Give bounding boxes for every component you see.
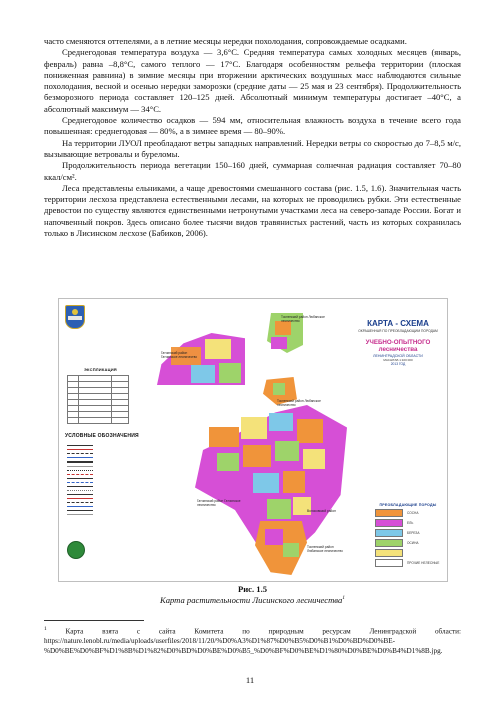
figure-caption-text: Карта растительности Лисинского лесничества [159,595,343,605]
org-line1: УЧЕБНО-ОПЫТНОГО [365,339,431,346]
species-swatch [375,559,403,567]
species-swatch [375,529,403,537]
region-label: Тосненский район Любанское лесничество [281,315,325,323]
species-label: БЕРЕЗА [407,531,420,535]
species-legend-item [375,549,441,557]
footnote-text: Карта взята с сайта Комитета по природным ресурсам Ленинградской области: https://nature.lenobl.ru/media/uploads/userfiles/2018/11/20/%D0%A3%D1%87%D0%B5%D0%B1%D0%BD%D0%BE-%D0%BE%D0%BF%D1%8B%D1%82%D0%BD%D0%BE%D0%B5_%D0%BF%D0%BE%D1%80%D0%BE%D0%B4%D1%8B.jpg. [44,627,461,655]
footnote-ref: 1 [342,595,345,602]
org-line2: лесничества [378,346,418,353]
legend-line-samples [67,442,151,518]
map-area [157,313,347,575]
region-name: ЛЕНИНГРАДСКОЙ ОБЛАСТИ [373,354,423,358]
paragraph: Среднегодовое количество осадков — 594 мм, относительная влажность воздуха в течение всего года повышенная: среднегодовая — 80%, а в зимнее время — 80–90%. [44,115,461,137]
species-legend-item [375,519,441,527]
explication-table [67,375,129,424]
species-legend-item [375,509,441,517]
map-title-block [353,319,443,366]
paragraph: Леса представлены ельниками, а чаще древостоями смешанного состава (рис. 1.5, 1.6). Значительная часть территории лесхоза представлена естественными лесами, на которых не проводились рубки. Эти естественные древостои по существу являются единственными нетронутыми участками леса на северо-западе России. Богат и напочвенный покров. Здесь описано более тысячи видов травянистых растений, часть из которых сохранилась только в Лисинском лесхозе (Бабиков, 2006). [44,182,461,239]
species-label: ОСИНА [407,541,419,545]
species-swatch [375,519,403,527]
forest-map-figure [58,298,448,582]
map-year: 2013 ГОД [390,362,406,366]
figure-caption-title: Рис. 1.5 [237,584,268,594]
footnote-marker: 1 [44,626,47,632]
page-number: 11 [245,675,255,685]
figure-caption [44,595,461,605]
region-label: Гатчинский район Гатчинское лесничество [161,351,198,359]
paragraph: На территории ЛУОЛ преобладают ветры западных направлений. Нередки ветры со скоростью до 7–8,5 м/с, вызывающие ветровалы и буреломы. [44,137,461,159]
region-label: Волосовский район [307,509,336,513]
species-swatch [375,539,403,547]
species-swatch [375,509,403,517]
map-scale: МАСШТАБ 1:100 000 [383,358,413,362]
footnote [44,625,461,656]
footnote-separator [44,620,144,621]
species-legend-item [375,559,441,567]
paragraph: Среднегодовая температура воздуха — 3,6°С. Средняя температура самых холодных месяцев (январь, февраль) равна –8,8°С, самого теплого — 17°С. Благодаря особенностям рельефа территории (плоская пониженная равнина) в зимние месяцы при вторжении арктических воздушных масс наблюдаются сильные похолодания, весной и осенью нередки заморозки (средние даты — 25 мая и 23 сентября). Продолжительность безморозного периода составляет 120–125 дней. Абсолютный минимум температуры достигает –40°С, а абсолютный максимум — 34°С. [44,47,461,114]
region-label: Тосненский район Любанское лесничество [307,545,343,553]
text-body [44,36,461,239]
species-swatch [375,549,403,557]
species-label: ЕЛЬ [407,521,414,525]
species-label: СОСНА [407,511,419,515]
coat-of-arms-icon [65,305,85,329]
region-label: Тосненский район Любанское лесничество [277,399,321,407]
paragraph: Продолжительность периода вегетации 150–160 дней, суммарная солнечная радиация составляет 70–80 ккал/см². [44,160,461,182]
species-legend-item [375,539,441,547]
map-title: КАРТА - СХЕМА [367,319,429,328]
species-legend-title: ПРЕОБЛАДАЮЩИЕ ПОРОДЫ [379,503,437,507]
species-legend [375,503,441,569]
legend-title: УСЛОВНЫЕ ОБОЗНАЧЕНИЯ [65,433,139,439]
species-legend-item [375,529,441,537]
paragraph: часто сменяются оттепелями, а в летние месяцы нередки похолодания, сопровождаемые осадками. [44,36,407,46]
explication-title: ЭКСПЛИКАЦИЯ [84,367,117,372]
species-label: ПРОЧИЕ НЕЛЕСНЫЕ [407,561,440,565]
forestry-logo-icon [67,541,85,559]
region-label: Гатчинский район Гатчинское лесничество [197,499,241,507]
map-subtitle: ОКРАШЕННАЯ ПО ПРЕОБЛАДАЮЩИМ ПОРОДАМ [358,329,438,333]
